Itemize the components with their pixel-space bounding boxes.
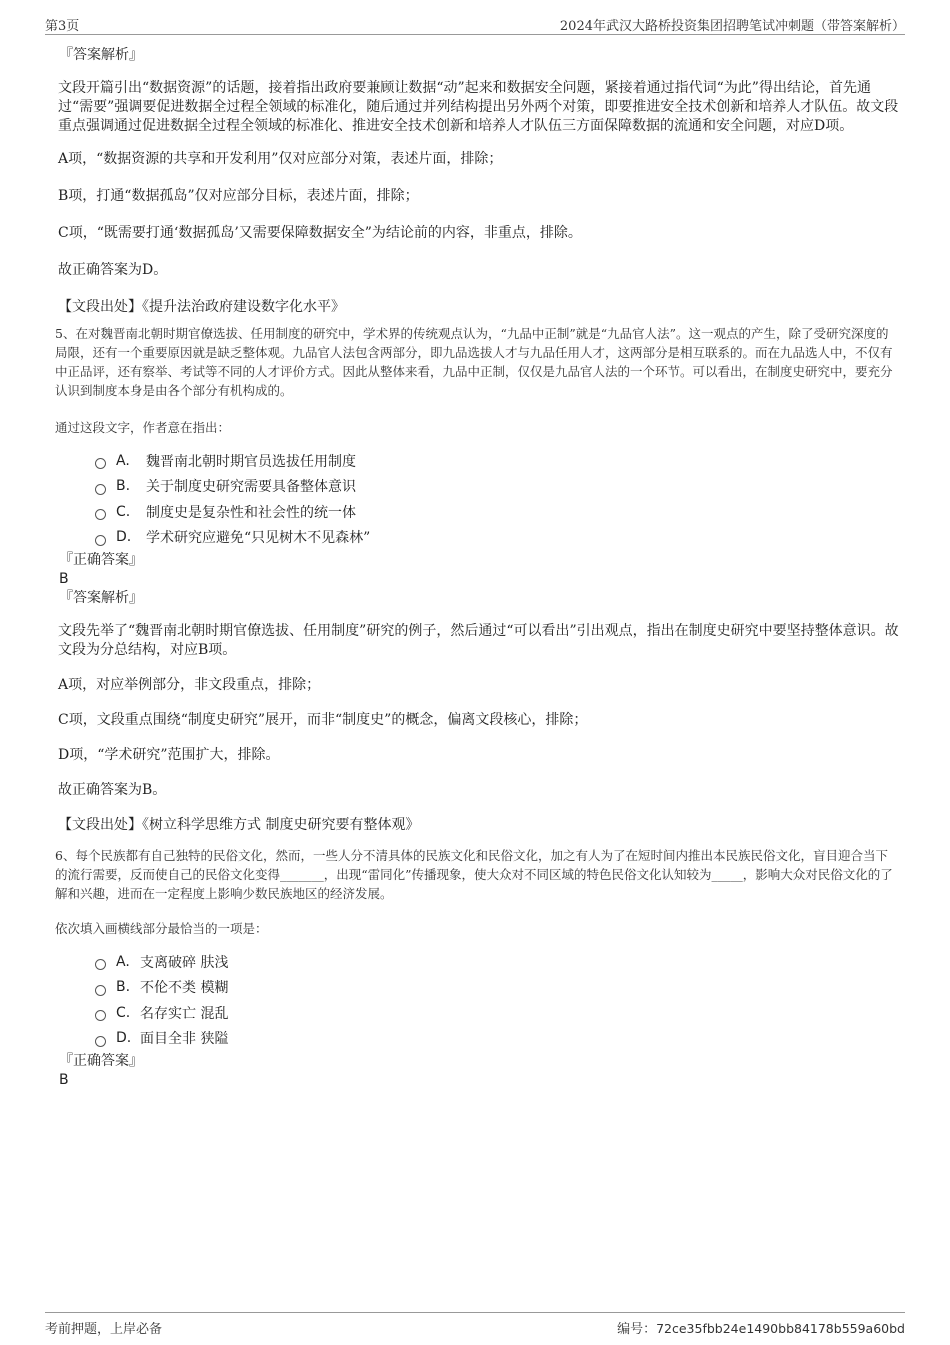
radio-button-icon[interactable] [95,458,106,469]
page-content [55,45,900,1089]
analysis-paragraph: 文段开篇引出“数据资源”的话题，接着指出政府要兼顾让数据“动”起来和数据安全问题，紧接着通过指代词“为此”得出结论，首先通过“需要”强调要促进数据全过程全领域的标准化，随后通过并列结构提出另外两个对策，即要推进安全技术创新和培养人才队伍。故文段重点强调通过促进数据全过程全领域的标准化、推进安全技术创新和培养人才队伍三方面保障数据的流通和安全问题，对应D项。 [58,80,899,134]
option-letter: D. [116,1030,132,1047]
footer-slogan: 考前押题，上岸必备 [45,1322,163,1337]
option-text: 关于制度史研究需要具备整体意识 [146,479,356,496]
analysis-paragraph: B项，打通“数据孤岛”仅对应部分目标，表述片面，排除； [58,188,419,204]
analysis-paragraph: C项，“既需要打通‘数据孤岛’又需要保障数据安全”为结论前的内容，非重点，排除。 [58,225,582,241]
option-letter: B. [116,478,131,495]
question-5-text: 5、在对魏晋南北朝时期官僚选拔、任用制度的研究中，学术界的传统观点认为，“九品中正制”就是“九品官人法”。这一观点的产生，除了受研究深度的局限，还有一个重要原因就是缺乏整体观。九品官人法包含两部分，即九品选拔人才与九品任用人才，这两部分是相互联系的。而在九品选人中，不仅有中正品评，还有察举、考试等不同的人才评价方式。因此从整体来看，九品中正制，仅仅是九品官人法的一个环节。可以看出，在制度史研究中，要充分认识到制度本身是由各个部分有机构成的。 [55,326,893,398]
analysis-label: 『答案解析』 [59,47,143,63]
correct-answer: B [59,571,69,587]
option-text: 制度史是复杂性和社会性的统一体 [146,504,356,521]
analysis-paragraph: A项，对应举例部分，非文段重点，排除； [58,677,321,693]
correct-answer-label: 『正确答案』 [59,1053,143,1069]
radio-button-icon[interactable] [95,535,106,546]
option-text: 魏晋南北朝时期官员选拔任用制度 [146,453,356,470]
analysis-paragraph: C项，文段重点围绕“制度史研究”展开，而非“制度史”的概念，偏离文段核心，排除； [58,712,588,728]
radio-button-icon[interactable] [95,959,106,970]
option-text: 不伦不类 模糊 [140,980,229,997]
option-text: 支离破碎 肤浅 [140,954,229,971]
correct-answer-label: 『正确答案』 [59,552,143,568]
option-a[interactable] [95,448,900,474]
analysis-paragraph: 故正确答案为D。 [58,262,168,278]
question-6-text: 6、每个民族都有自己独特的民俗文化，然而，一些人分不清具体的民族文化和民俗文化，加之有人为了在短时间内推出本民族民俗文化，盲目迎合当下的流行需要，反而使自己的民俗文化变得_______，出现“雷同化”传播现象，使大众对不同区域的特色民俗文化认知较为_____，影响大众对民俗文化的了解和兴趣，进而在一定程度上影响少数民族地区的经济发展。 [55,848,893,901]
option-a[interactable] [95,949,900,975]
source-citation: 【文段出处】《树立科学思维方式 制度史研究要有整体观》 [58,817,420,833]
page-header [45,12,905,35]
option-d[interactable] [95,525,900,551]
page-number: 第3页 [45,19,80,34]
document-title: 2024年武汉大路桥投资集团招聘笔试冲刺题（带答案解析） [559,19,905,34]
option-b[interactable] [95,975,900,1001]
radio-button-icon[interactable] [95,1010,106,1021]
analysis-paragraph: 文段先举了“魏晋南北朝时期官僚选拔、任用制度”研究的例子，然后通过“可以看出”引出观点，指出在制度史研究中要坚持整体意识。故文段为分总结构，对应B项。 [58,623,899,658]
correct-answer: B [59,1072,69,1088]
question-5-options [95,448,900,550]
analysis-paragraph: 故正确答案为B。 [58,782,167,798]
question-5-prompt: 通过这段文字，作者意在指出： [55,420,231,435]
analysis-paragraph: D项，“学术研究”范围扩大，排除。 [58,747,280,763]
option-c[interactable] [95,1000,900,1026]
option-text: 学术研究应避免“只见树木不见森林” [146,530,371,547]
option-letter: B. [116,979,131,996]
option-text: 面目全非 狭隘 [140,1031,229,1048]
option-letter: C. [116,503,131,520]
radio-button-icon[interactable] [95,1036,106,1047]
option-letter: C. [116,1004,131,1021]
option-b[interactable] [95,474,900,500]
radio-button-icon[interactable] [95,509,106,520]
radio-button-icon[interactable] [95,985,106,996]
document-code [617,1318,905,1337]
source-citation: 【文段出处】《提升法治政府建设数字化水平》 [58,299,345,315]
code-value: 72ce35fbb24e1490bb84178b559a60bd [656,1321,905,1336]
option-d[interactable] [95,1026,900,1052]
question-6-prompt: 依次填入画横线部分最恰当的一项是： [55,921,268,936]
radio-button-icon[interactable] [95,484,106,495]
page-footer [45,1312,905,1337]
option-letter: A. [116,953,130,970]
analysis-label: 『答案解析』 [59,590,143,606]
code-label: 编号： [617,1322,657,1337]
question-6-options [95,949,900,1051]
option-letter: D. [116,529,132,546]
analysis-paragraph: A项，“数据资源的共享和开发利用”仅对应部分对策，表述片面，排除； [58,151,503,167]
option-letter: A. [116,452,130,469]
option-text: 名存实亡 混乱 [140,1005,229,1022]
option-c[interactable] [95,499,900,525]
